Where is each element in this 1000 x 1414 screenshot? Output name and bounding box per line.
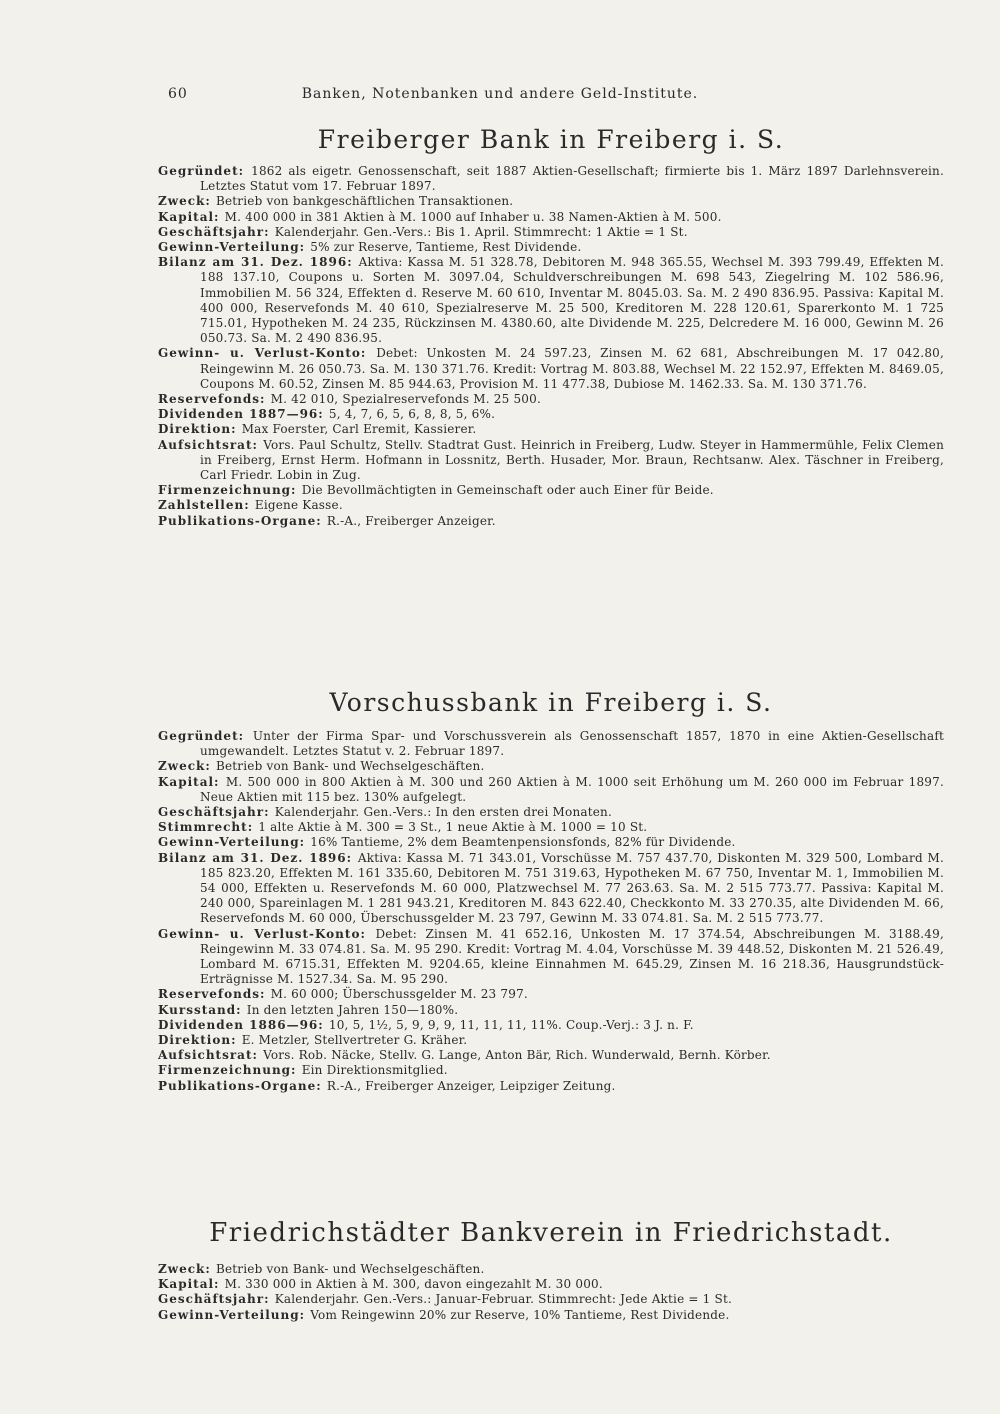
entry-label: Direktion: (158, 422, 237, 437)
entry-text: 5, 4, 7, 6, 5, 6, 8, 8, 5, 6%. (328, 407, 496, 422)
entry-stimmrecht (158, 820, 944, 835)
entry-gewinn-verteilung (158, 1308, 944, 1323)
entry-label: Gegründet: (158, 164, 245, 178)
entry-label: Direktion: (158, 1033, 237, 1048)
entry-zweck (158, 194, 944, 209)
entry-text: Unter der Firma Spar- und Vorschussverein als Genossenschaft 1857, 1870 in eine Aktien-Gesellschaft umgewandelt. Letztes Statut v. 2. Februar 1897. (200, 729, 944, 759)
entry-label: Zweck: (158, 759, 211, 774)
entry-label: Geschäftsjahr: (158, 805, 270, 820)
entry-text: 10, 5, 1½, 5, 9, 9, 9, 11, 11, 11, 11%. Coup.-Verj.: 3 J. n. F. (328, 1017, 694, 1032)
entry-zweck (158, 759, 944, 774)
entry-label: Gewinn- u. Verlust-Konto: (158, 926, 366, 941)
entry-label: Reservefonds: (158, 392, 266, 407)
entry-reservefonds (158, 392, 944, 407)
entry-gewinn-verteilung (158, 240, 944, 255)
entry-label: Gewinn-Verteilung: (158, 835, 306, 850)
entry-direktion (158, 422, 944, 437)
entry-label: Publikations-Organe: (158, 513, 322, 528)
entry-gewinn-verlust-konto (158, 927, 944, 988)
entry-text: M. 400 000 in 381 Aktien à M. 1000 auf Inhaber u. 38 Namen-Aktien à M. 500. (224, 209, 722, 224)
entry-text: Kalenderjahr. Gen.-Vers.: Januar-Februar. Stimmrecht: Jede Aktie = 1 St. (274, 1292, 732, 1307)
section-friedrichstaedter-bankverein (158, 1218, 944, 1323)
entry-label: Stimmrecht: (158, 820, 254, 835)
entry-label: Kapital: (158, 1277, 220, 1292)
entry-label: Dividenden 1887—96: (158, 407, 324, 422)
entry-text: Debet: Zinsen M. 41 652.16, Unkosten M. 17 374.54, Abschreibungen M. 3188.49, Reingewinn M. 33 074.81. Sa. M. 95 290. Kredit: Vortrag M. 4.04, Vorschüsse M. 39 448.52, Diskonten M. 21 526.49, Lombard M. 6715.31, Effekten M. 9204.65, kleine Einnahmen M. 645.29, Zinsen M. 16 218.36, Hausgrundstück-Erträgnisse M. 1527.34. Sa. M. 95 290. (200, 926, 944, 987)
entry-kapital (158, 210, 944, 225)
entry-text: M. 42 010, Spezialreservefonds M. 25 500. (270, 392, 541, 407)
entry-gewinn-verteilung (158, 835, 944, 850)
entry-direktion (158, 1033, 944, 1048)
entry-label: Bilanz am 31. Dez. 1896: (158, 255, 353, 270)
entry-text: Aktiva: Kassa M. 71 343.01, Vorschüsse M. 757 437.70, Diskonten M. 329 500, Lombard M. 185 823.20, Effekten M. 161 335.60, Debitoren M. 751 319.63, Hypotheken M. 67 750, Inventar M. 1, Immobilien M. 54 000, Effekten u. Reservefonds M. 60 000, Platzwechsel M. 77 263.63. Sa. M. 2 515 773.77. Passiva: Kapital M. 240 000, Spareinlagen M. 1 281 943.21, Kreditoren M. 843 622.40, Checkkonto M. 33 270.35, alte Dividenden M. 66, Reservefonds M. 60 000, Überschussgelder M. 23 797, Gewinn M. 33 074.81. Sa. M. 2 515 773.77. (200, 850, 944, 926)
entry-text: Betrieb von Bank- und Wechselgeschäften. (215, 759, 485, 774)
entry-geschaeftsjahr (158, 805, 944, 820)
entry-label: Aufsichtsrat: (158, 1048, 258, 1063)
entry-bilanz (158, 255, 944, 346)
entry-text: R.-A., Freiberger Anzeiger. (326, 513, 496, 528)
entry-label: Kursstand: (158, 1002, 242, 1017)
entry-label: Dividenden 1886—96: (158, 1017, 324, 1032)
entry-kursstand (158, 1003, 944, 1018)
entry-text: In den letzten Jahren 150—180%. (246, 1002, 459, 1017)
entry-label: Firmenzeichnung: (158, 1063, 297, 1078)
entry-dividenden (158, 1018, 944, 1033)
entry-publikations-organe (158, 1079, 944, 1094)
entry-text: Kalenderjahr. Gen.-Vers.: Bis 1. April. Stimmrecht: 1 Aktie = 1 St. (274, 224, 688, 239)
entry-text: Ein Direktionsmitglied. (301, 1063, 448, 1078)
entry-label: Gegründet: (158, 729, 245, 743)
entry-kapital (158, 1277, 944, 1292)
entry-list (158, 164, 944, 529)
section-vorschussbank (158, 688, 944, 1094)
entry-text: Max Foerster, Carl Eremit, Kassierer. (241, 422, 477, 437)
entry-label: Gewinn-Verteilung: (158, 1307, 306, 1322)
entry-text: 5% zur Reserve, Tantieme, Rest Dividende. (310, 240, 582, 255)
entry-gegruendet (158, 729, 944, 759)
entry-text: Betrieb von Bank- und Wechselgeschäften. (215, 1262, 485, 1276)
entry-text: E. Metzler, Stellvertreter G. Kräher. (241, 1033, 468, 1048)
entry-label: Kapital: (158, 774, 220, 789)
entry-firmenzeichnung (158, 483, 944, 498)
section-title: Vorschussbank in Freiberg i. S. (329, 688, 773, 717)
entry-text: 1862 als eigetr. Genossenschaft, seit 1887 Aktien-Gesellschaft; firmierte bis 1. März 1897 Darlehnsverein. Letztes Statut vom 17. Februar 1897. (200, 164, 944, 194)
entry-publikations-organe (158, 514, 944, 529)
entry-text: Vom Reingewinn 20% zur Reserve, 10% Tantieme, Rest Dividende. (310, 1307, 730, 1322)
entry-geschaeftsjahr (158, 225, 944, 240)
entry-aufsichtsrat (158, 438, 944, 484)
entry-label: Zahlstellen: (158, 498, 250, 513)
entry-label: Reservefonds: (158, 987, 266, 1002)
entry-text: Die Bevollmächtigten in Gemeinschaft oder auch Einer für Beide. (301, 483, 714, 498)
entry-text: 1 alte Aktie à M. 300 = 3 St., 1 neue Aktie à M. 1000 = 10 St. (258, 820, 648, 835)
entry-label: Firmenzeichnung: (158, 483, 297, 498)
entry-text: 16% Tantieme, 2% dem Beamtenpensionsfonds, 82% für Dividende. (310, 835, 736, 850)
entry-label: Aufsichtsrat: (158, 437, 258, 452)
section-freiberger-bank (158, 125, 944, 529)
entry-text: Aktiva: Kassa M. 51 328.78, Debitoren M. 948 365.55, Wechsel M. 393 799.49, Effekten M. 188 137.10, Coupons u. Sorten M. 3097.04, Schuldverschreibungen M. 698 543, Ziegelring M. 102 586.96, Immobilien M. 56 324, Effekten d. Reserve M. 60 610, Inventar M. 8045.03. Sa. M. 2 490 836.95. Passiva: Kapital M. 400 000, Reservefonds M. 40 610, Spezialreserve M. 25 500, Kreditoren M. 228 120.61, Sparerkonto M. 1 725 715.01, Hypotheken M. 24 235, Rückzinsen M. 4380.60, alte Dividende M. 225, Delcredere M. 16 000, Gewinn M. 26 050.73. Sa. M. 2 490 836.95. (200, 255, 944, 346)
section-title: Freiberger Bank in Freiberg i. S. (317, 125, 785, 154)
entry-firmenzeichnung (158, 1063, 944, 1078)
entry-geschaeftsjahr (158, 1292, 944, 1307)
entry-text: R.-A., Freiberger Anzeiger, Leipziger Zeitung. (326, 1078, 616, 1093)
entry-text: M. 500 000 in 800 Aktien à M. 300 und 260 Aktien à M. 1000 seit Erhöhung um M. 260 000 im Februar 1897. Neue Aktien mit 115 bez. 130% aufgelegt. (200, 774, 944, 804)
entry-label: Zweck: (158, 1262, 211, 1276)
entry-gewinn-verlust-konto (158, 346, 944, 392)
entry-aufsichtsrat (158, 1048, 944, 1063)
entry-label: Publikations-Organe: (158, 1078, 322, 1093)
entry-reservefonds (158, 987, 944, 1002)
entry-label: Geschäftsjahr: (158, 224, 270, 239)
entry-text: Betrieb von bankgeschäftlichen Transaktionen. (215, 194, 514, 209)
section-title: Friedrichstädter Bankverein in Friedrichstadt. (209, 1218, 893, 1248)
entry-bilanz (158, 851, 944, 927)
entry-label: Kapital: (158, 209, 220, 224)
entry-text: Vors. Paul Schultz, Stellv. Stadtrat Gust. Heinrich in Freiberg, Ludw. Steyer in Hammermühle, Felix Clemen in Freiberg, Ernst Herm. Hofmann in Lossnitz, Berth. Husader, Mor. Braun, Rechtsanw. Alex. Täschner in Freiberg, Carl Friedr. Lobin in Zug. (200, 437, 944, 483)
entry-text: Debet: Unkosten M. 24 597.23, Zinsen M. 62 681, Abschreibungen M. 17 042.80, Reingewinn M. 26 050.73. Sa. M. 130 371.76. Kredit: Vortrag M. 803.88, Wechsel M. 22 152.97, Effekten M. 8469.05, Coupons M. 60.52, Zinsen M. 85 944.63, Provision M. 11 477.38, Dubiose M. 1462.33. Sa. M. 130 371.76. (200, 346, 945, 391)
entry-label: Geschäftsjahr: (158, 1292, 270, 1307)
entry-label: Gewinn- u. Verlust-Konto: (158, 346, 367, 361)
entry-kapital (158, 775, 944, 805)
entry-label: Gewinn-Verteilung: (158, 240, 306, 255)
entry-label: Bilanz am 31. Dez. 1896: (158, 850, 353, 865)
page-number: 60 (168, 86, 188, 102)
page-header (0, 86, 1000, 106)
entry-zweck (158, 1262, 944, 1277)
entry-text: M. 330 000 in Aktien à M. 300, davon eingezahlt M. 30 000. (224, 1277, 603, 1292)
entry-gegruendet (158, 164, 944, 194)
entry-text: Vors. Rob. Näcke, Stellv. G. Lange, Anton Bär, Rich. Wunderwald, Bernh. Körber. (263, 1048, 771, 1063)
entry-list (158, 729, 944, 1094)
entry-dividenden (158, 407, 944, 422)
entry-text: M. 60 000; Überschussgelder M. 23 797. (270, 987, 528, 1002)
entry-text: Eigene Kasse. (254, 498, 343, 513)
entry-label: Zweck: (158, 194, 211, 209)
running-head: Banken, Notenbanken und andere Geld-Institute. (301, 86, 699, 102)
entry-text: Kalenderjahr. Gen.-Vers.: In den ersten drei Monaten. (274, 805, 612, 820)
entry-list (158, 1262, 944, 1323)
entry-zahlstellen (158, 498, 944, 513)
